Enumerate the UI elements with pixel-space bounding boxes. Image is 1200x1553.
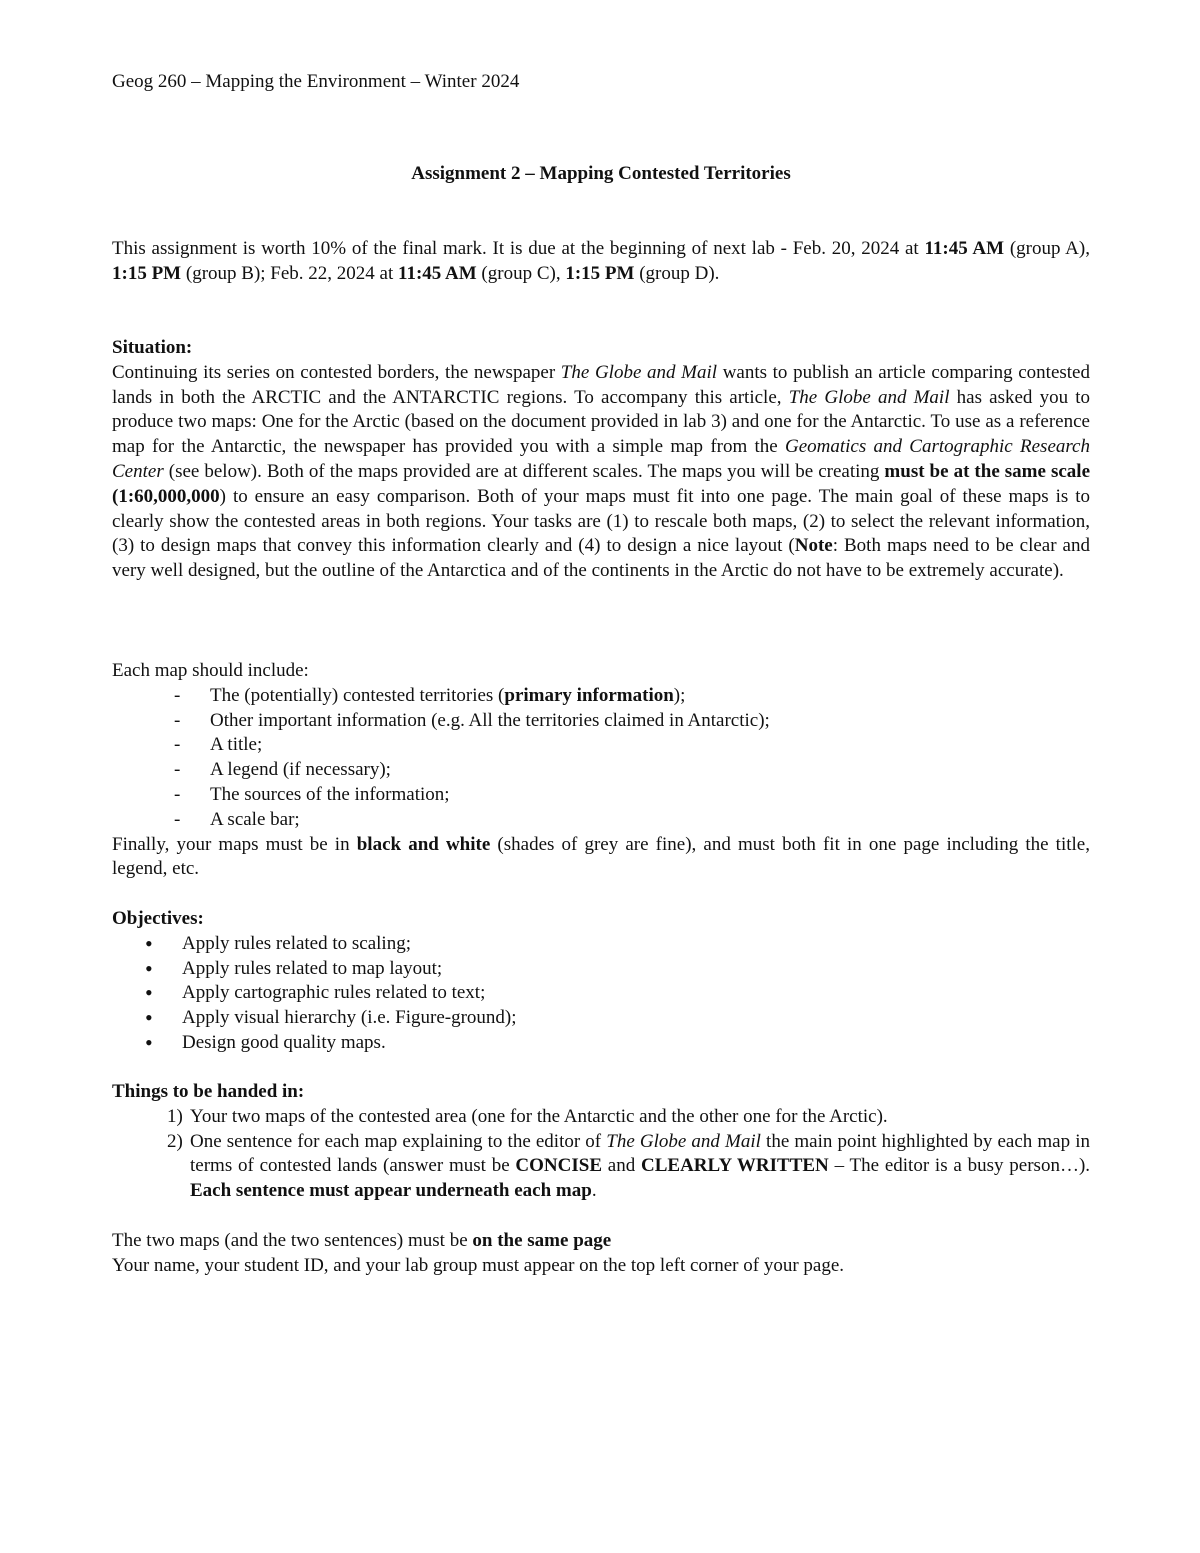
situation-text-3: has asked you to produce two maps: One for the Arctic (based on the document provided in lab 3) and one for the Antarctic. To use as a reference map for the Antarctic, the newspaper has provided you with a simple map from the [112,386,1091,458]
list-item-text: The (potentially) contested territories ( [210,684,505,706]
situation-text-2: wants to publish an article comparing contested lands in both the ARCTIC and the ANTARCTIC regions. To accompany this article, [112,361,1090,408]
sentence-placement-requirement: Each sentence must appear underneath each map [190,1180,592,1202]
list-item-text: Your two maps of the contested area (one for the Antarctic and the other one for the Arctic). [190,1105,888,1127]
list-item: • Apply visual hierarchy (i.e. Figure-ground); [112,1006,1090,1031]
list-item: • Design good quality maps. [112,1031,1090,1056]
intro-text-3: (group B); Feb. 22, 2024 at [181,262,399,284]
black-and-white-label: black and white [356,833,491,855]
intro-text-5: (group D). [634,262,720,284]
intro-text-4: (group C), [476,262,566,284]
newspaper-name: The Globe and Mail [788,386,950,408]
situation-text-4: (see below). Both of the maps provided are at different scales. The maps you will be creating [163,460,885,482]
list-number: 2) [167,1130,183,1152]
list-item: - A title; [112,733,1090,758]
list-item-text: ); [673,684,686,706]
objectives-heading: Objectives: [112,908,204,929]
same-page-requirement [112,1229,1090,1254]
list-item-text: – The editor is a busy person…). [828,1155,1091,1177]
list-item: - The sources of the information; [112,783,1090,808]
intro-text-1: This assignment is worth 10% of the final mark. It is due at the beginning of next lab - Feb. 20, 2024 at [112,238,925,259]
situation-paragraph [112,361,1090,584]
color-requirement-paragraph [112,833,1090,883]
situation-text-5: ) to ensure an easy comparison. Both of your maps must fit into one page. The main goal of these maps is to clearly show the contested areas in both regions. Your tasks are (1) to rescale both maps, (2) to select the relevant information, (3) to design maps that convey this information clearly and (4) to design a nice layout ( [112,485,1090,557]
handin-list [112,1105,1090,1204]
newspaper-name: The Globe and Mail [606,1130,761,1152]
due-time-group-a: 11:45 AM [924,238,1005,259]
handin-section [112,1080,1090,1204]
list-item [112,1130,1090,1204]
newspaper-name: The Globe and Mail [560,361,718,383]
identification-requirement: Your name, your student ID, and your lab group must appear on the top left corner of your page. [112,1254,845,1276]
due-time-group-c: 11:45 AM [398,262,477,284]
note-label: Note [794,535,833,557]
concise-label: CONCISE [515,1155,602,1177]
intro-text-2: (group A), [1004,238,1090,259]
intro-paragraph [112,237,1090,287]
clearly-written-label: CLEARLY WRITTEN [641,1155,829,1177]
list-item: • Apply cartographic rules related to text; [112,981,1090,1006]
situation-text-6: : Both maps need to be clear and very well designed, but the outline of the Antarctica and of the continents in the Arctic do not have to be extremely accurate). [112,535,1090,582]
scale-requirement: must be at the same scale (1:60,000,000 [112,460,1090,507]
handin-heading: Things to be handed in: [112,1081,305,1102]
due-time-group-b: 1:15 PM [112,262,182,284]
situation-section [112,336,1090,584]
course-header: Geog 260 – Mapping the Environment – Winter 2024 [112,71,520,92]
list-item [112,684,1090,709]
list-item: - A scale bar; [112,808,1090,833]
same-page-label: on the same page [472,1230,612,1251]
include-section [112,659,1090,882]
final-section [112,1229,1090,1279]
research-center-name: Geomatics and Cartographic Research Center [112,436,1090,482]
same-page-text: The two maps (and the two sentences) must be [112,1230,473,1251]
situation-heading: Situation: [112,337,193,358]
list-item: - A legend (if necessary); [112,758,1090,783]
list-number: 1) [167,1105,183,1127]
due-time-group-d: 1:15 PM [565,262,635,284]
list-item [112,1105,1090,1130]
include-list [112,684,1090,833]
list-item: • Apply rules related to scaling; [112,932,1090,957]
list-item-text: . [591,1180,597,1202]
objectives-list [112,932,1090,1056]
color-text-1: Finally, your maps must be in [112,833,357,855]
objectives-section [112,907,1090,1056]
color-text-2: (shades of grey are fine), and must both fit in one page including the title, legend, etc. [112,833,1090,880]
primary-information-label: primary information [504,684,674,706]
list-item-text: the main point highlighted by each map in terms of contested lands (answer must be [190,1130,1090,1177]
list-item: - Other important information (e.g. All the territories claimed in Antarctic); [112,709,1090,734]
include-lead: Each map should include: [112,660,309,681]
list-item: • Apply rules related to map layout; [112,957,1090,982]
list-item-text: and [602,1155,642,1177]
list-item-text: One sentence for each map explaining to the editor of [190,1130,607,1152]
situation-text-1: Continuing its series on contested borders, the newspaper [112,361,561,383]
assignment-title: Assignment 2 – Mapping Contested Territories [411,163,791,184]
